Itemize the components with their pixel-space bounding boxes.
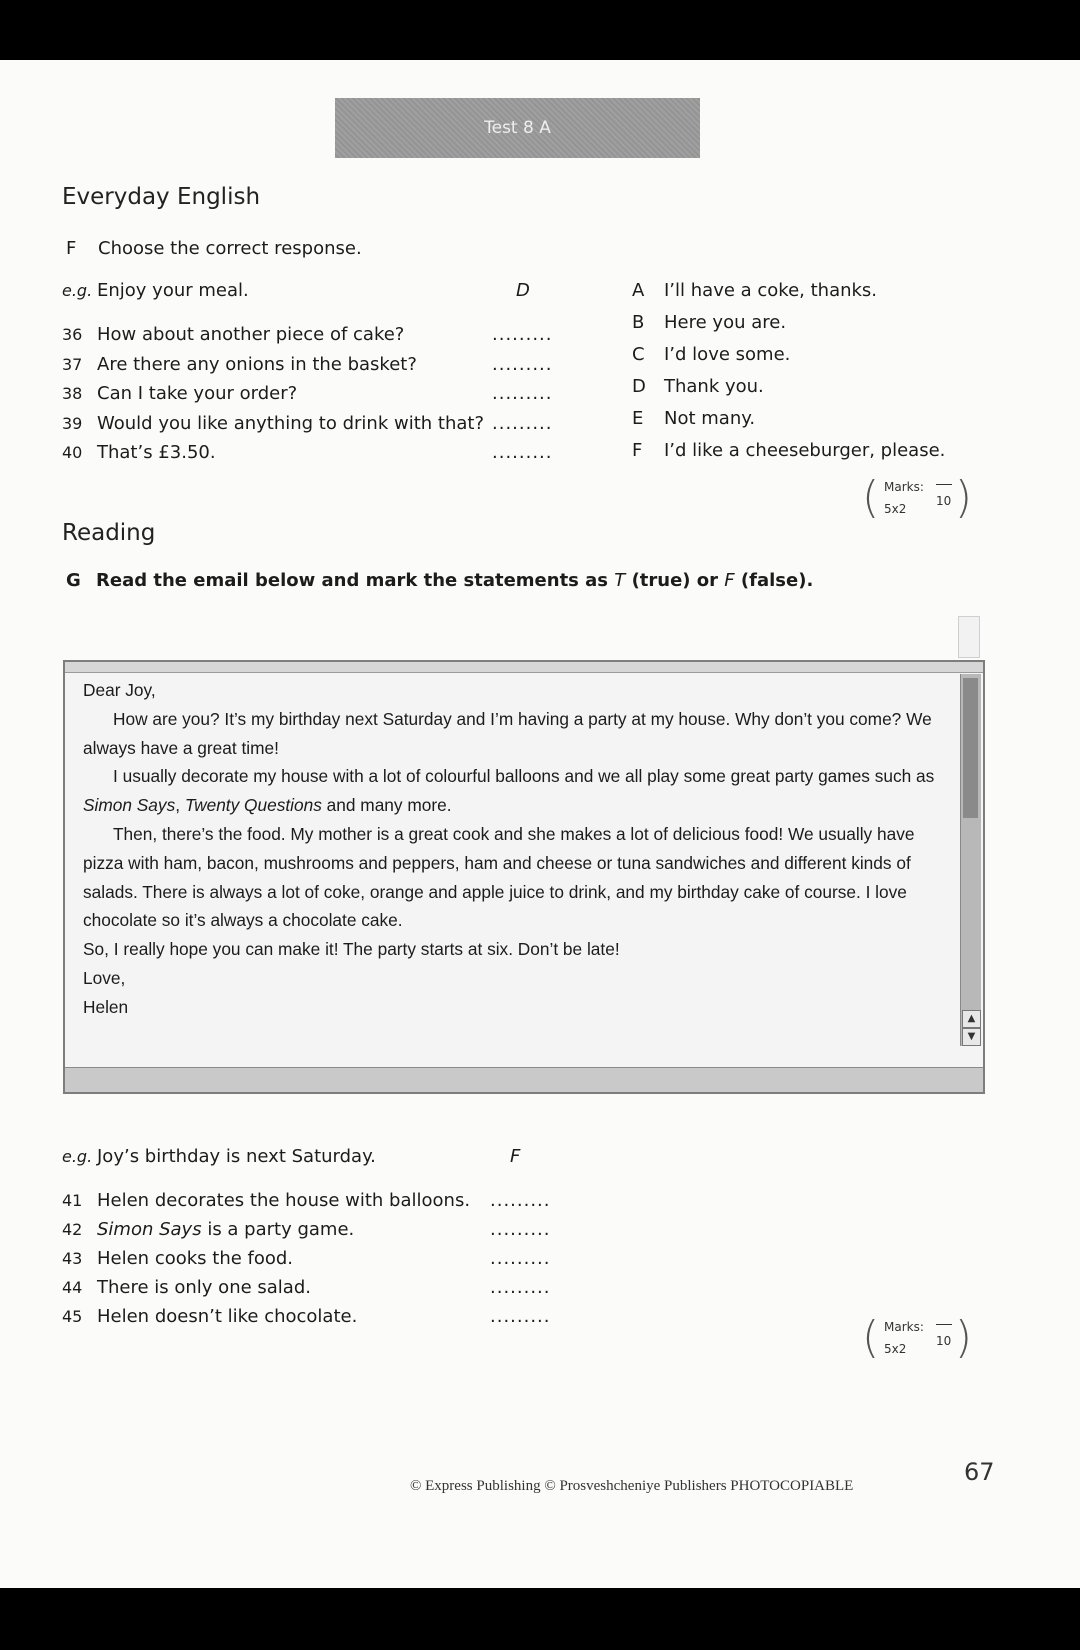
top-scrollbar-fragment[interactable]: [958, 616, 980, 658]
question-row: [62, 324, 404, 345]
example-answer: F: [510, 1146, 521, 1167]
test-title-banner: [335, 98, 700, 158]
example-row: [62, 280, 249, 301]
answer-blank[interactable]: .........: [490, 1219, 551, 1240]
question-number: 36: [62, 325, 83, 344]
vertical-scrollbar[interactable]: [960, 674, 981, 1046]
question-row: [62, 442, 216, 463]
example-answer: D: [516, 280, 530, 301]
answer-blank[interactable]: .........: [492, 413, 553, 434]
answer-blank[interactable]: .........: [490, 1190, 551, 1211]
question-text: How about another piece of cake?: [97, 324, 405, 345]
everyday-english-heading: Everyday English: [62, 184, 261, 210]
answer-blank[interactable]: .........: [490, 1306, 551, 1327]
question-row: [62, 413, 484, 434]
true-word: (true) or: [625, 570, 725, 591]
marks-label: Marks:: [884, 480, 924, 494]
question-number: 38: [62, 384, 83, 403]
paren-right: ): [954, 472, 972, 523]
option-text: I’ll have a coke, thanks.: [664, 280, 878, 301]
option-row: [632, 408, 755, 429]
marks-box: [862, 474, 972, 524]
marks-blank[interactable]: [936, 1324, 952, 1325]
window-status-bar: [65, 1067, 983, 1092]
task-f-instruction: [66, 238, 362, 259]
email-window: [63, 660, 985, 1094]
false-letter: F: [724, 570, 735, 591]
reading-heading: Reading: [62, 520, 156, 546]
email-paragraph-1: How are you? It’s my birthday next Saturday and I’m having a party at my house. Why don’t you come? We always have a great time!: [83, 708, 932, 758]
statement-text: Helen doesn’t like chocolate.: [97, 1306, 358, 1327]
window-top-bar: [65, 662, 983, 673]
marks-label: Marks:: [884, 1320, 924, 1334]
example-label: e.g.: [62, 281, 93, 300]
option-letter: D: [632, 376, 646, 397]
answer-blank[interactable]: .........: [490, 1277, 551, 1298]
statement-text: Helen decorates the house with balloons.: [97, 1190, 471, 1211]
worksheet-page: [0, 60, 1080, 1588]
statement-row: [62, 1306, 357, 1327]
example-label: e.g.: [62, 1147, 93, 1166]
email-paragraph-3: Then, there’s the food. My mother is a great cook and she makes a lot of delicious food! We usually have pizza with ham, bacon, mushrooms and peppers, ham and cheese or tuna sandwiches and different kinds of salads. There is always a lot of coke, orange and apple juice to drink, and my birthday cake of course. I love chocolate so it’s always a chocolate cake.: [83, 823, 915, 931]
question-row: [62, 354, 417, 375]
task-letter: G: [66, 570, 81, 591]
option-letter: E: [632, 408, 644, 429]
statement-text: There is only one salad.: [97, 1277, 311, 1298]
option-text: Not many.: [664, 408, 756, 429]
marks-total: 10: [936, 494, 952, 508]
email-closing: Love,: [83, 967, 126, 988]
question-text: Can I take your order?: [97, 383, 298, 404]
statement-row: [62, 1248, 293, 1269]
example-statement: Joy’s birthday is next Saturday.: [97, 1146, 376, 1167]
paragraph-text: I usually decorate my house with a lot of colourful balloons and we all play some great party games such as: [113, 766, 935, 787]
task-letter: F: [66, 238, 77, 259]
option-row: [632, 344, 790, 365]
option-letter: B: [632, 312, 645, 333]
option-row: [632, 440, 945, 461]
option-row: [632, 280, 877, 301]
question-number: 40: [62, 443, 83, 462]
option-letter: F: [632, 440, 643, 461]
email-paragraph-4: So, I really hope you can make it! The party starts at six. Don’t be late!: [83, 939, 620, 960]
option-text: Thank you.: [664, 376, 764, 397]
statement-number: 42: [62, 1220, 83, 1239]
scroll-down-arrow-icon[interactable]: ▼: [962, 1028, 981, 1046]
marks-formula: 5x2: [884, 502, 907, 516]
question-text: That’s £3.50.: [97, 442, 216, 463]
option-text: Here you are.: [664, 312, 787, 333]
statement-text: Helen cooks the food.: [97, 1248, 294, 1269]
email-body: [83, 676, 943, 1036]
statement-row: [62, 1190, 470, 1211]
game-title: Twenty Questions: [184, 795, 322, 816]
task-g-instruction: [66, 570, 813, 591]
true-letter: T: [614, 570, 626, 591]
paren-left: (: [862, 472, 880, 523]
statement-text: is a party game.: [201, 1219, 355, 1240]
answer-blank[interactable]: .........: [490, 1248, 551, 1269]
question-row: [62, 383, 297, 404]
option-row: [632, 376, 764, 397]
answer-blank[interactable]: .........: [492, 383, 553, 404]
question-text: Are there any onions in the basket?: [97, 354, 417, 375]
answer-blank[interactable]: .........: [492, 324, 553, 345]
email-paragraph-2: [83, 762, 943, 820]
option-row: [632, 312, 786, 333]
statement-number: 45: [62, 1307, 83, 1326]
marks-total: 10: [936, 1334, 952, 1348]
option-letter: A: [632, 280, 645, 301]
statement-number: 41: [62, 1191, 83, 1210]
option-text: I’d like a cheeseburger, please.: [664, 440, 946, 461]
answer-blank[interactable]: .........: [492, 354, 553, 375]
example-row: [62, 1146, 376, 1167]
game-title: Simon Says: [97, 1219, 202, 1240]
paren-right: ): [954, 1312, 972, 1363]
marks-blank[interactable]: [936, 484, 952, 485]
marks-formula: 5x2: [884, 1342, 907, 1356]
question-number: 37: [62, 355, 83, 374]
instruction-text: Choose the correct response.: [98, 238, 362, 259]
email-signature: Helen: [83, 996, 129, 1017]
false-word: (false).: [734, 570, 814, 591]
statement-row: [62, 1277, 311, 1298]
option-letter: C: [632, 344, 645, 365]
paren-left: (: [862, 1312, 880, 1363]
statement-row: [62, 1219, 354, 1240]
answer-blank[interactable]: .........: [492, 442, 553, 463]
paragraph-text: and many more.: [321, 795, 452, 816]
game-title: Simon Says: [83, 795, 176, 816]
marks-box: [862, 1314, 972, 1364]
example-question: Enjoy your meal.: [97, 280, 249, 301]
question-text: Would you like anything to drink with that?: [97, 413, 484, 434]
copyright-footer: © Express Publishing © Prosveshcheniye Publishers PHOTOCOPIABLE: [410, 1478, 854, 1494]
scroll-up-arrow-icon[interactable]: ▲: [962, 1010, 981, 1028]
statement-number: 44: [62, 1278, 83, 1297]
separator: ,: [175, 795, 185, 816]
page-number: 67: [964, 1458, 995, 1486]
instruction-text: Read the email below and mark the statements as: [96, 570, 615, 591]
email-greeting: Dear Joy,: [83, 680, 156, 700]
option-text: I’d love some.: [664, 344, 791, 365]
statement-number: 43: [62, 1249, 83, 1268]
question-number: 39: [62, 414, 83, 433]
test-title: Test 8 A: [484, 118, 551, 138]
scroll-thumb[interactable]: [963, 678, 978, 818]
